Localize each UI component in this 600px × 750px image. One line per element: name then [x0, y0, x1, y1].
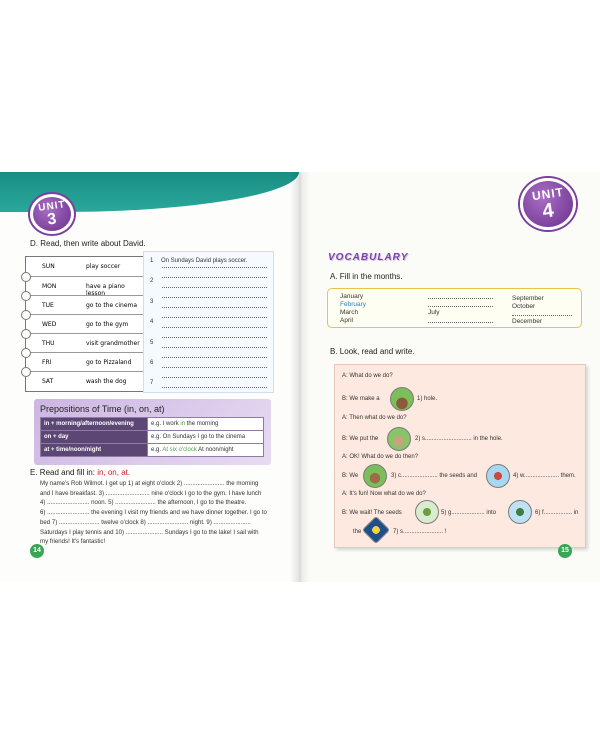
schedule-row	[26, 352, 143, 372]
answer-line	[162, 287, 267, 288]
schedule-activity: go to the cinema	[86, 302, 138, 309]
exercise-d-title: D. Read, then write about David.	[30, 239, 146, 248]
dialogue-line: A: Then what do we do?	[342, 415, 407, 421]
schedule-day: MON	[42, 283, 57, 290]
strip-notch	[21, 348, 31, 358]
schedule-day: THU	[42, 340, 55, 347]
month-label-example: February	[340, 301, 367, 308]
cover-picture	[363, 464, 387, 488]
dialogue-line: 3) c...................... the seeds and	[391, 473, 478, 479]
prepositions-table	[40, 417, 264, 457]
month-label: April	[340, 317, 354, 324]
dialogue-line: 5) g.................... into	[441, 510, 497, 516]
prep-key: on + day	[41, 431, 148, 444]
month-blank	[428, 306, 493, 307]
answer-num: 7	[150, 380, 154, 386]
month-label: January	[340, 293, 364, 300]
page-number-right: 15	[558, 544, 572, 558]
page-number-left: 14	[30, 544, 44, 558]
paragraph-line: and I have breakfast. 3) .......................... nine o'clock I go to the gym. I have lunch	[40, 489, 262, 497]
hole-picture	[390, 387, 414, 411]
schedule-activity: go to the gym	[86, 321, 129, 328]
month-blank	[428, 322, 493, 323]
answer-num: 6	[150, 360, 154, 366]
schedule-activity: wash the dog	[86, 378, 127, 385]
schedule-activity: visit grandmother	[86, 340, 140, 347]
strip-notch	[21, 272, 31, 282]
dialogue-line: 4) w..................... them.	[513, 473, 576, 479]
answer-line	[162, 317, 267, 318]
paragraph-line: 6) ......................... the evening I visit my friends and we have dinner together. I go to	[40, 509, 267, 517]
answer-num: 5	[150, 340, 154, 346]
schedule-activity: go to Pizzaland	[86, 359, 132, 366]
paragraph-line: bed 7) ........................ twelve o'clock 8) ........................ night. 9) ......................	[40, 518, 251, 526]
answer-num: 3	[150, 299, 154, 305]
prep-row	[41, 418, 264, 431]
grow-picture	[415, 500, 439, 524]
month-label: October	[512, 303, 536, 310]
book-spread	[0, 172, 600, 582]
sun-sign-picture	[362, 516, 390, 544]
strip-notch	[21, 291, 31, 301]
paragraph-line: my friends! It's fantastic!	[40, 538, 106, 546]
prep-example: e.g. At six o'clock At noon/night	[148, 444, 264, 457]
dialogue-line: A: It's fun! Now what do we do?	[342, 491, 426, 497]
schedule-day: WED	[42, 321, 57, 328]
schedule-row	[26, 314, 143, 334]
schedule-day: SUN	[42, 263, 55, 270]
answer-line	[162, 347, 267, 348]
strip-notch	[21, 310, 31, 320]
prep-example: e.g. I work in the morning	[148, 418, 264, 431]
schedule-row	[26, 371, 143, 391]
answer-num: 4	[150, 319, 154, 325]
unit-3-badge: UNIT 3	[30, 194, 74, 234]
dialogue-line: B: We make a	[342, 396, 380, 402]
strip-notch	[21, 367, 31, 377]
month-label: March	[340, 309, 359, 316]
seeds-picture	[387, 427, 411, 451]
answer-line	[162, 357, 267, 358]
dialogue-line: A: What do we do?	[342, 373, 393, 379]
exercise-e-title: E. Read and fill in: in, on, at.	[30, 468, 131, 477]
exercise-e-paragraph	[40, 479, 276, 547]
schedule-row	[26, 295, 143, 315]
schedule-day: TUE	[42, 302, 54, 309]
answer-1-example: On Sundays David plays soccer.	[161, 258, 248, 264]
dialogue-line: 2) s............................ in the hole.	[415, 436, 503, 442]
unit-4-badge: UNIT 4	[520, 178, 576, 230]
prep-row	[41, 431, 264, 444]
answer-line	[162, 307, 267, 308]
answer-line	[162, 267, 267, 268]
months-box	[327, 288, 582, 328]
month-label: September	[512, 295, 544, 302]
answer-num: 2	[150, 278, 154, 284]
schedule-activity: have a piano lesson	[86, 283, 125, 297]
answer-line	[162, 377, 267, 378]
paragraph-line: My name's Rob Wilmot. I get up 1) at eight o'clock 2) ........................ the morning	[40, 480, 259, 487]
dialogue-line: the	[353, 529, 362, 535]
answer-1-num: 1	[150, 258, 154, 264]
answer-line	[162, 337, 267, 338]
dialogue-answer-example: 1) hole.	[417, 396, 438, 402]
answer-lines	[143, 251, 274, 393]
dialogue-line: B: We put the	[342, 436, 379, 442]
month-label: December	[512, 318, 542, 325]
schedule-day: SAT	[42, 378, 54, 385]
month-blank	[512, 315, 572, 316]
schedule-activity: play soccer	[86, 263, 121, 270]
dialogue-line: 6) f................. in	[535, 510, 579, 516]
book-gutter	[290, 172, 310, 582]
answer-line	[162, 387, 267, 388]
answer-line	[162, 297, 267, 298]
vocabulary-heading: VOCABULARY	[328, 252, 409, 263]
prep-key: at + time/noon/night	[41, 444, 148, 457]
water-picture	[486, 464, 510, 488]
dialogue-line: B: We	[342, 473, 359, 479]
prep-row	[41, 444, 264, 457]
paragraph-line: Saturdays I play tennis and 10) ...................... Sundays I go to the lake! I sail with	[40, 528, 259, 536]
answer-line	[162, 327, 267, 328]
dialogue-line: A: OK! What do we do then?	[342, 454, 419, 460]
prep-example: e.g. On Sundays I go to the cinema	[148, 431, 264, 444]
answer-line	[162, 367, 267, 368]
david-schedule	[25, 256, 144, 392]
paragraph-line: 4) ......................... noon. 5) ........................ the afternoon, I go to the theatre.	[40, 499, 247, 507]
strip-notch	[21, 329, 31, 339]
schedule-row	[26, 276, 143, 296]
month-label: July	[428, 309, 440, 316]
answer-line	[162, 277, 267, 278]
flowers-picture	[508, 500, 532, 524]
planting-dialogue-box	[334, 364, 586, 548]
exercise-b-title: B. Look, read and write.	[330, 347, 415, 356]
prepositions-title: Prepositions of Time (in, on, at)	[40, 404, 165, 414]
schedule-day: FRI	[42, 359, 52, 366]
dialogue-line: B: We wait! The seeds	[342, 510, 402, 516]
prepositions-box	[34, 399, 271, 465]
month-blank	[428, 298, 493, 299]
schedule-row	[26, 333, 143, 353]
schedule-row	[26, 257, 143, 276]
dialogue-line: 7) s........................ !	[393, 529, 447, 535]
exercise-a-title: A. Fill in the months.	[330, 272, 403, 281]
prep-key: in + morning/afternoon/evening	[41, 418, 148, 431]
